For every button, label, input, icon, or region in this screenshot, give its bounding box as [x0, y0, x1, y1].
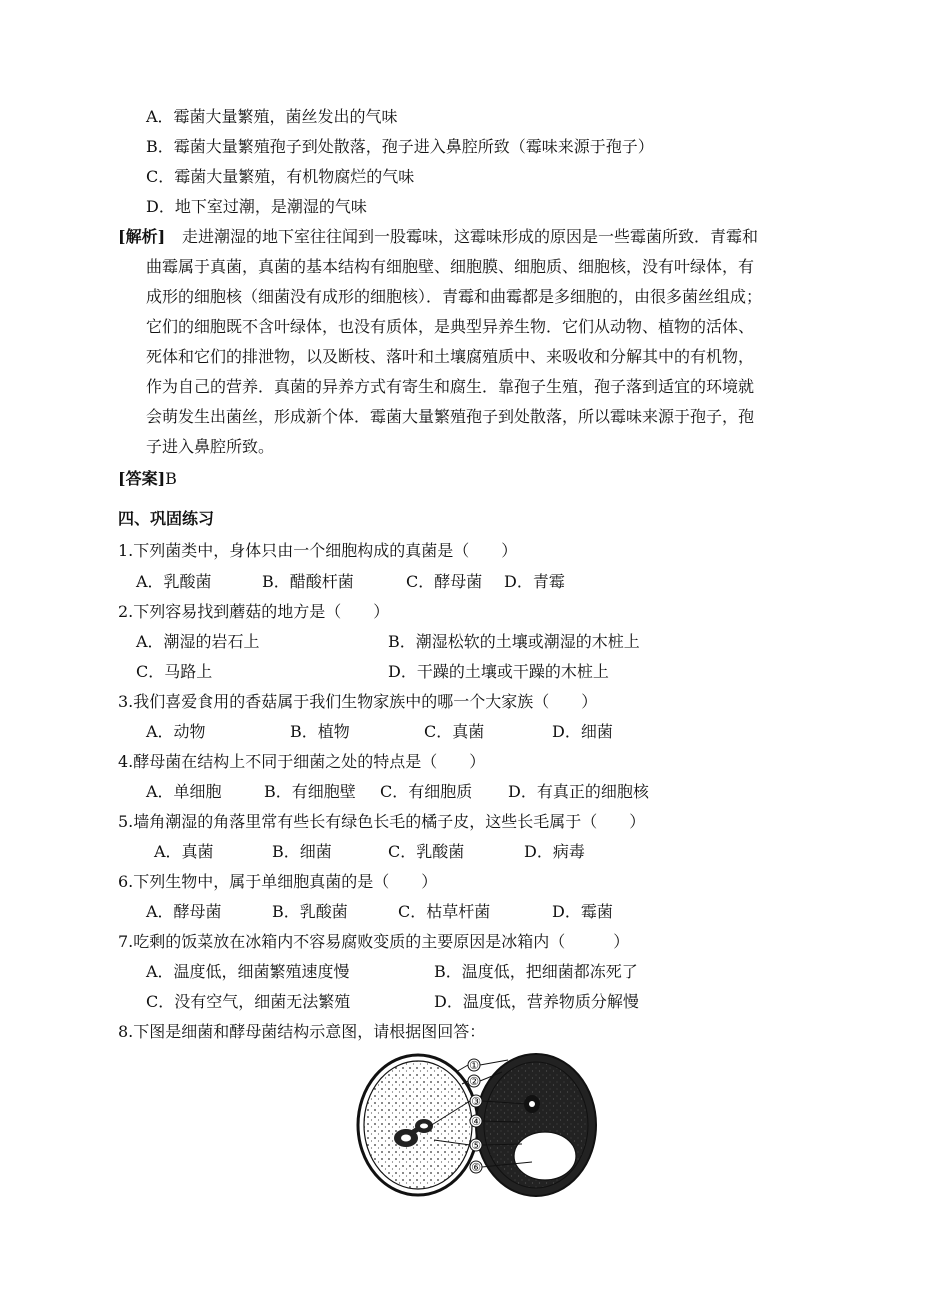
question-7-stem: 7.吃剩的饭菜放在冰箱内不容易腐败变质的主要原因是冰箱内（ ）: [118, 932, 630, 951]
question-7-option-d: D．温度低，营养物质分解慢: [434, 992, 639, 1011]
label-1: ①: [469, 1059, 479, 1072]
question-6-option-a: A．酵母菌: [146, 902, 222, 921]
label-5: ⑤: [471, 1139, 481, 1152]
section-title: 四、巩固练习: [118, 509, 215, 528]
top-option-c: C．霉菌大量繁殖，有机物腐烂的气味: [146, 167, 415, 186]
question-8-stem: 8.下图是细菌和酵母菌结构示意图，请根据图回答：: [118, 1022, 486, 1041]
answer-label: [答案]: [118, 469, 166, 488]
question-7-option-b: B．温度低，把细菌都冻死了: [434, 962, 638, 981]
question-1-option-c: C．酵母菌: [406, 572, 483, 591]
question-2-option-c: C．马路上: [136, 662, 213, 681]
question-7-option-a: A．温度低，细菌繁殖速度慢: [146, 962, 350, 981]
analysis-line: 会萌发生出菌丝，形成新个体．霉菌大量繁殖孢子到处散落，所以霉味来源于孢子，孢: [146, 407, 755, 426]
label-4: ④: [471, 1115, 481, 1128]
bacteria-cell: [358, 1055, 478, 1195]
analysis-line: 作为自己的营养．真菌的异养方式有寄生和腐生．靠孢子生殖，孢子落到适宜的环境就: [146, 377, 755, 396]
analysis-line: 成形的细胞核（细菌没有成形的细胞核）．青霉和曲霉都是多细胞的，由很多菌丝组成；: [146, 287, 763, 306]
answer-line: [118, 468, 177, 490]
question-5-option-b: B．细菌: [272, 842, 332, 861]
question-4-option-b: B．有细胞壁: [264, 782, 356, 801]
label-2: ②: [469, 1075, 479, 1088]
question-3-stem: 3.我们喜爱食用的香菇属于我们生物家族中的哪一个大家族（ ）: [118, 692, 598, 711]
top-option-d: D．地下室过潮，是潮湿的气味: [146, 197, 367, 216]
question-6-stem: 6.下列生物中，属于单细胞真菌的是（ ）: [118, 872, 438, 891]
question-7-option-c: C．没有空气，细菌无法繁殖: [146, 992, 351, 1011]
top-option-a: A．霉菌大量繁殖，菌丝发出的气味: [146, 107, 398, 126]
question-5-option-c: C．乳酸菌: [388, 842, 465, 861]
question-1-option-a: A．乳酸菌: [136, 572, 212, 591]
question-5-option-a: A．真菌: [154, 842, 214, 861]
analysis-line: 曲霉属于真菌，真菌的基本结构有细胞壁、细胞膜、细胞质、细胞核，没有叶绿体，有: [146, 257, 755, 276]
question-6-option-b: B．乳酸菌: [272, 902, 348, 921]
question-4-option-c: C．有细胞质: [380, 782, 473, 801]
label-6: ⑥: [471, 1161, 481, 1174]
analysis-label: [解析]: [118, 227, 166, 246]
question-6-option-c: C．枯草杆菌: [398, 902, 491, 921]
answer-value: B: [165, 469, 177, 488]
question-2-option-a: A．潮湿的岩石上: [136, 632, 260, 651]
question-4-option-a: A．单细胞: [146, 782, 222, 801]
top-option-b: B．霉菌大量繁殖孢子到处散落，孢子进入鼻腔所致（霉味来源于孢子）: [146, 137, 654, 156]
analysis-line: 它们的细胞既不含叶绿体，也没有质体，是典型异养生物．它们从动物、植物的活体、: [146, 317, 755, 336]
question-1-option-b: B．醋酸杆菌: [262, 572, 354, 591]
question-4-stem: 4.酵母菌在结构上不同于细菌之处的特点是（ ）: [118, 752, 486, 771]
question-3-option-d: D．细菌: [552, 722, 613, 741]
question-1-option-d: D．青霉: [504, 572, 565, 591]
question-4-option-d: D．有真正的细胞核: [508, 782, 649, 801]
question-2-stem: 2.下列容易找到蘑菇的地方是（ ）: [118, 602, 390, 621]
analysis-line: 子进入鼻腔所致。: [146, 437, 275, 456]
question-3-option-a: A．动物: [146, 722, 206, 741]
question-2-option-d: D．干躁的土壤或干躁的木桩上: [388, 662, 609, 681]
analysis-line: 走进潮湿的地下室往往闻到一股霉味，这霉味形成的原因是一些霉菌所致．青霉和: [182, 227, 759, 246]
question-6-option-d: D．霉菌: [552, 902, 613, 921]
question-3-option-b: B．植物: [290, 722, 350, 741]
question-5-option-d: D．病毒: [524, 842, 585, 861]
analysis-line: 死体和它们的排泄物，以及断枝、落叶和土壤腐殖质中、来吸收和分解其中的有机物，: [146, 347, 755, 366]
question-1-stem: 1.下列菌类中，身体只由一个细胞构成的真菌是（ ）: [118, 541, 518, 560]
question-2-option-b: B．潮湿松软的土壤或潮湿的木桩上: [388, 632, 640, 651]
label-3: ③: [471, 1095, 481, 1108]
question-5-stem: 5.墙角潮湿的角落里常有些长有绿色长毛的橘子皮，这些长毛属于（ ）: [118, 812, 646, 831]
question-3-option-c: C．真菌: [424, 722, 485, 741]
cell-structure-figure: [352, 1052, 602, 1198]
